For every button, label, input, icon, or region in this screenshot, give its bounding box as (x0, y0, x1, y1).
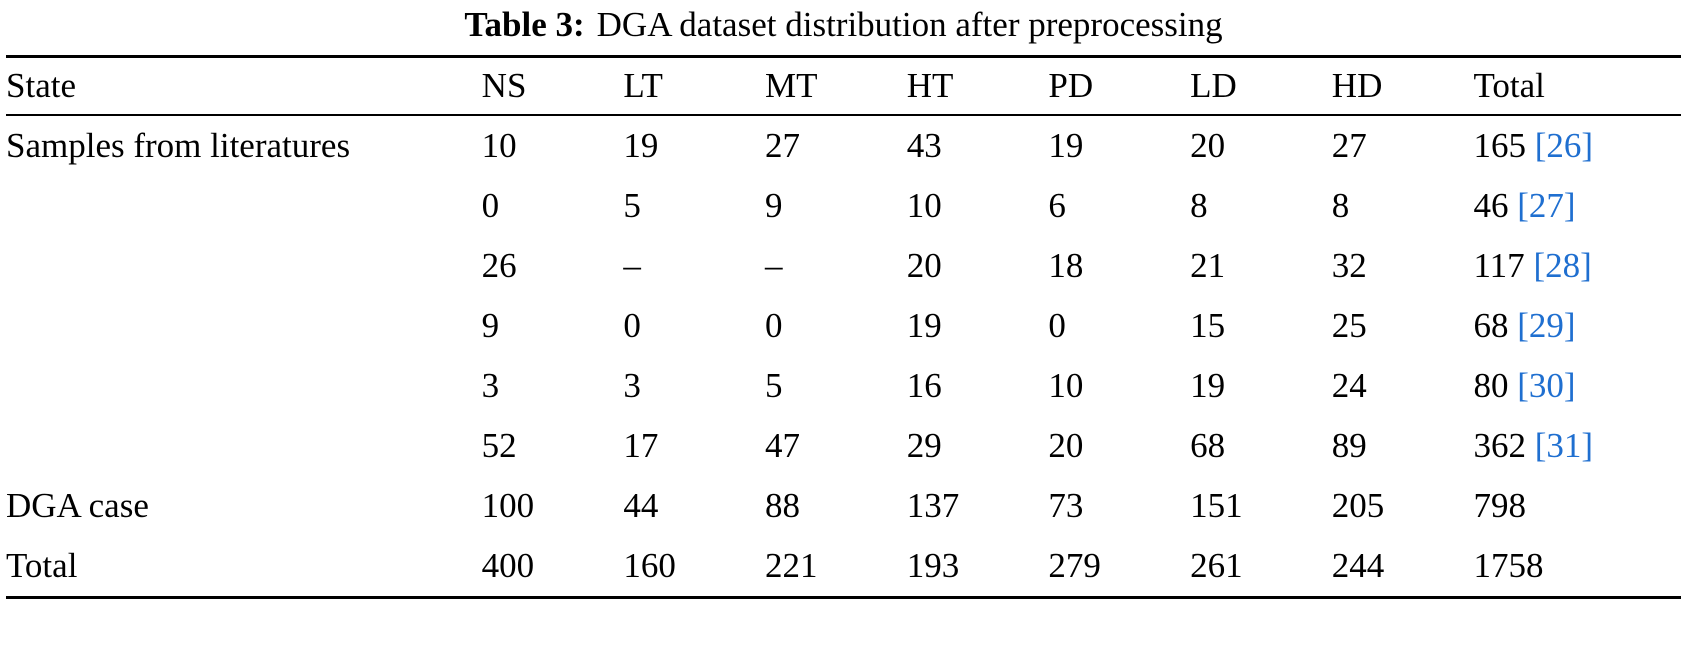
table-row (6, 536, 1681, 596)
cell-total: 1758 (1473, 545, 1544, 585)
cell-total (1473, 176, 1681, 236)
cell-ns: 0 (481, 185, 500, 225)
cell-total: 798 (1473, 485, 1526, 525)
column-header-ld: LD (1190, 65, 1237, 105)
cell-total (1473, 236, 1681, 296)
cell-ld: 21 (1190, 245, 1226, 285)
citation-link[interactable]: [30] (1517, 365, 1576, 405)
column-header-pd: PD (1048, 65, 1094, 105)
citation-link[interactable]: [26] (1534, 125, 1594, 165)
table-row (6, 296, 1681, 356)
total-value: 362 (1473, 425, 1526, 465)
cell-hd: 25 (1331, 305, 1367, 345)
cell-pd: 73 (1048, 485, 1084, 525)
cell-pd: 10 (1048, 365, 1084, 405)
column-header-hd: HD (1331, 65, 1383, 105)
cell-ht: 43 (906, 125, 942, 165)
caption-text: DGA dataset distribution after preprocessing (596, 5, 1223, 44)
cell-hd: 32 (1331, 245, 1367, 285)
cell-lt: 160 (623, 545, 676, 585)
cell-mt: 221 (765, 545, 818, 585)
row-state (6, 356, 482, 416)
cell-ld: 20 (1190, 125, 1226, 165)
total-value: 68 (1473, 305, 1509, 345)
table-row (6, 416, 1681, 476)
cell-hd: 205 (1331, 485, 1385, 525)
cell-ht: 29 (906, 425, 942, 465)
row-state (6, 236, 482, 296)
cell-ld: 8 (1190, 185, 1208, 225)
cell-ns: 3 (481, 365, 500, 405)
cell-ht: 16 (906, 365, 942, 405)
column-header-total: Total (1473, 65, 1545, 105)
cell-mt: 0 (765, 305, 783, 345)
row-state (6, 176, 482, 236)
cell-mt: 47 (765, 425, 801, 465)
total-value: 165 (1473, 125, 1526, 165)
cell-lt: 19 (623, 125, 659, 165)
cell-pd: 18 (1048, 245, 1084, 285)
cell-hd: 27 (1331, 125, 1367, 165)
row-state: Total (6, 545, 78, 585)
cell-ns: 52 (481, 425, 517, 465)
header-row (6, 58, 1681, 114)
total-value: 117 (1473, 245, 1525, 285)
cell-pd: 6 (1048, 185, 1066, 225)
cell-ns: 400 (481, 545, 535, 585)
table-row (6, 236, 1681, 296)
cell-ht: 19 (906, 305, 942, 345)
citation-link[interactable]: [29] (1517, 305, 1576, 345)
cell-ld: 151 (1190, 485, 1243, 525)
caption-label: Table 3: (464, 5, 585, 44)
cell-mt: 88 (765, 485, 801, 525)
column-header-ns: NS (481, 65, 527, 105)
table-row (6, 176, 1681, 236)
cell-pd: 20 (1048, 425, 1084, 465)
cell-pd: 0 (1048, 305, 1066, 345)
citation-link[interactable]: [31] (1534, 425, 1594, 465)
row-state (6, 296, 482, 356)
table-row (6, 116, 1681, 176)
cell-mt: – (765, 245, 783, 285)
column-header-ht: HT (906, 65, 954, 105)
cell-lt: 17 (623, 425, 659, 465)
cell-lt: 0 (623, 305, 641, 345)
cell-total (1473, 116, 1681, 176)
table-caption (0, 0, 1687, 55)
cell-hd: 8 (1331, 185, 1350, 225)
cell-pd: 19 (1048, 125, 1084, 165)
cell-mt: 9 (765, 185, 783, 225)
cell-ht: 137 (906, 485, 960, 525)
cell-total (1473, 296, 1681, 356)
cell-hd: 244 (1331, 545, 1385, 585)
table-bottom-rule (6, 596, 1681, 599)
column-header-lt: LT (623, 65, 663, 105)
cell-ld: 261 (1190, 545, 1243, 585)
dga-distribution-table (6, 58, 1681, 114)
row-state: DGA case (6, 485, 149, 525)
table-row (6, 356, 1681, 416)
cell-mt: 27 (765, 125, 801, 165)
cell-ns: 26 (481, 245, 517, 285)
cell-pd: 279 (1048, 545, 1101, 585)
cell-ns: 100 (481, 485, 535, 525)
total-value: 46 (1473, 185, 1509, 225)
cell-lt: 5 (623, 185, 641, 225)
cell-lt: 3 (623, 365, 641, 405)
cell-ht: 193 (906, 545, 960, 585)
cell-ht: 20 (906, 245, 942, 285)
column-header-mt: MT (765, 65, 818, 105)
cell-ld: 19 (1190, 365, 1226, 405)
cell-lt: – (623, 245, 641, 285)
cell-hd: 89 (1331, 425, 1367, 465)
cell-total (1473, 356, 1681, 416)
cell-ld: 15 (1190, 305, 1226, 345)
cell-total (1473, 416, 1681, 476)
column-header-state: State (6, 65, 76, 105)
citation-link[interactable]: [28] (1533, 245, 1592, 285)
cell-mt: 5 (765, 365, 783, 405)
row-state: Samples from literatures (6, 125, 351, 165)
total-value: 80 (1473, 365, 1509, 405)
citation-link[interactable]: [27] (1517, 185, 1576, 225)
cell-ns: 9 (481, 305, 500, 345)
table-header (6, 58, 1681, 114)
cell-ld: 68 (1190, 425, 1226, 465)
cell-lt: 44 (623, 485, 659, 525)
dga-distribution-body (6, 116, 1681, 596)
cell-hd: 24 (1331, 365, 1367, 405)
table-body (6, 116, 1681, 596)
cell-ht: 10 (906, 185, 942, 225)
cell-ns: 10 (481, 125, 517, 165)
row-state (6, 416, 482, 476)
table-row (6, 476, 1681, 536)
